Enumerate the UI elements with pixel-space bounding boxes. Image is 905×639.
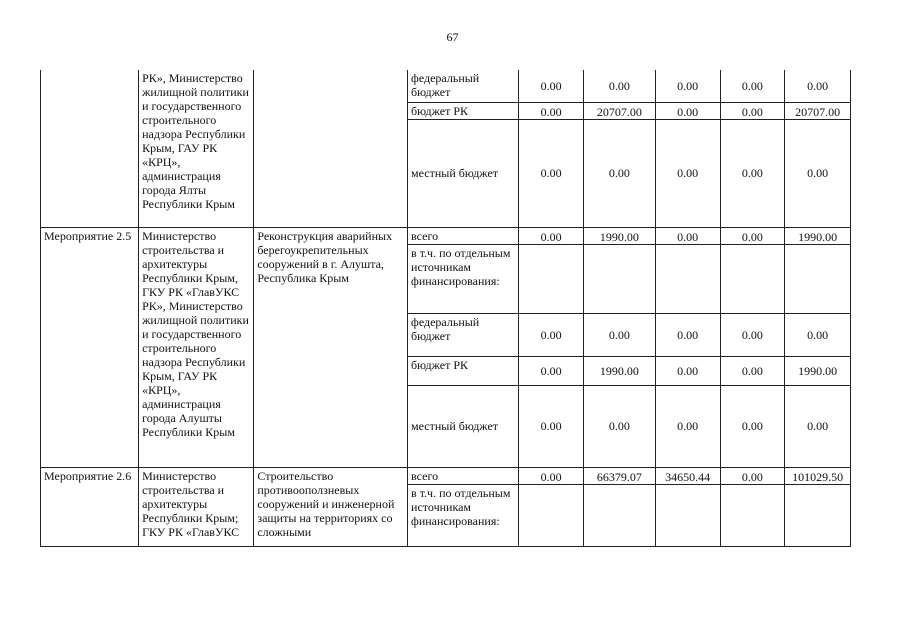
value-cell: 0.00 — [519, 313, 584, 356]
event-label-cell: Мероприятие 2.6 — [41, 467, 139, 546]
value-cell: 0.00 — [720, 102, 785, 119]
funding-source-cell: всего — [408, 467, 519, 484]
event-name-cell: Строительство противооползневых сооружений и инженерной защиты на территориях со сложными — [254, 467, 408, 546]
table-row — [41, 467, 851, 484]
funding-source-cell: местный бюджет — [408, 119, 519, 227]
value-cell: 0.00 — [584, 313, 656, 356]
table-row — [41, 70, 851, 102]
value-cell: 0.00 — [785, 70, 851, 102]
value-cell: 0.00 — [720, 227, 785, 244]
value-cell: 101029.50 — [785, 467, 851, 484]
event-name-cell-empty — [254, 70, 408, 227]
value-cell: 0.00 — [720, 70, 785, 102]
value-cell: 0.00 — [584, 119, 656, 227]
value-cell: 0.00 — [720, 385, 785, 467]
value-cell: 0.00 — [519, 102, 584, 119]
funding-source-cell: в т.ч. по отдельным источникам финансирования: — [408, 484, 519, 546]
funding-source-cell: бюджет РК — [408, 102, 519, 119]
executor-cell: РК», Министерство жилищной политики и государственного строительного надзора Республики Крым, ГАУ РК «КРЦ», администрация города Ялты Республики Крым — [139, 70, 254, 227]
value-cell: 0.00 — [785, 313, 851, 356]
value-cell — [785, 484, 851, 546]
value-cell: 0.00 — [655, 313, 720, 356]
value-cell: 1990.00 — [584, 356, 656, 385]
executor-cell: Министерство строительства и архитектуры Республики Крым; ГКУ РК «ГлавУКС — [139, 467, 254, 546]
value-cell — [519, 244, 584, 313]
value-cell: 0.00 — [655, 356, 720, 385]
value-cell: 0.00 — [584, 70, 656, 102]
value-cell: 0.00 — [519, 385, 584, 467]
value-cell: 1990.00 — [785, 227, 851, 244]
value-cell: 0.00 — [655, 70, 720, 102]
value-cell: 0.00 — [519, 70, 584, 102]
table-row — [41, 227, 851, 244]
value-cell — [584, 244, 656, 313]
event-label-cell: Мероприятие 2.5 — [41, 227, 139, 467]
value-cell — [655, 244, 720, 313]
value-cell: 1990.00 — [785, 356, 851, 385]
value-cell: 0.00 — [519, 227, 584, 244]
value-cell: 0.00 — [785, 119, 851, 227]
value-cell: 0.00 — [584, 385, 656, 467]
funding-source-cell: бюджет РК — [408, 356, 519, 385]
value-cell: 0.00 — [519, 356, 584, 385]
value-cell — [519, 484, 584, 546]
value-cell: 66379.07 — [584, 467, 656, 484]
value-cell — [720, 484, 785, 546]
value-cell: 0.00 — [720, 467, 785, 484]
value-cell: 0.00 — [655, 385, 720, 467]
value-cell: 1990.00 — [584, 227, 656, 244]
funding-source-cell: федеральный бюджет — [408, 70, 519, 102]
value-cell: 0.00 — [720, 119, 785, 227]
event-name-cell: Реконструкция аварийных берегоукрепительных сооружений в г. Алушта, Республика Крым — [254, 227, 408, 467]
value-cell: 0.00 — [519, 467, 584, 484]
funding-source-cell: федеральный бюджет — [408, 313, 519, 356]
value-cell — [785, 244, 851, 313]
funding-source-cell: всего — [408, 227, 519, 244]
funding-source-cell: в т.ч. по отдельным источникам финансирования: — [408, 244, 519, 313]
value-cell — [655, 484, 720, 546]
value-cell: 0.00 — [655, 227, 720, 244]
value-cell: 0.00 — [519, 119, 584, 227]
executor-cell: Министерство строительства и архитектуры Республики Крым, ГКУ РК «ГлавУКС РК», Министерство жилищной политики и государственного строительного надзора Республики Крым, ГАУ РК «КРЦ», администрация города Алушты Республики Крым — [139, 227, 254, 467]
event-cell-empty — [41, 70, 139, 227]
value-cell — [584, 484, 656, 546]
value-cell: 0.00 — [655, 119, 720, 227]
value-cell — [720, 244, 785, 313]
value-cell: 0.00 — [720, 313, 785, 356]
page-number: 67 — [446, 30, 459, 44]
value-cell: 20707.00 — [584, 102, 656, 119]
value-cell: 0.00 — [720, 356, 785, 385]
value-cell: 20707.00 — [785, 102, 851, 119]
budget-table — [40, 70, 851, 547]
value-cell: 0.00 — [655, 102, 720, 119]
funding-source-cell: местный бюджет — [408, 385, 519, 467]
value-cell: 0.00 — [785, 385, 851, 467]
value-cell: 34650.44 — [655, 467, 720, 484]
